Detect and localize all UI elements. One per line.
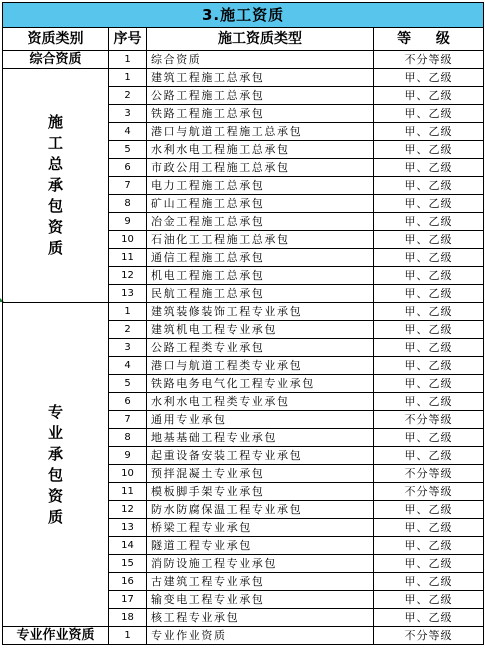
qualification-type: 民航工程施工总承包 [147,285,374,303]
qualification-type: 港口与航道工程施工总承包 [147,123,374,141]
row-number: 1 [109,303,147,321]
qualification-type: 机电工程施工总承包 [147,267,374,285]
qualification-type: 公路工程施工总承包 [147,87,374,105]
qualification-grade: 不分等级 [374,465,484,483]
row-number: 11 [109,483,147,501]
qualification-type: 港口与航道工程类专业承包 [147,357,374,375]
qualification-grade: 甲、乙级 [374,141,484,159]
row-number: 2 [109,87,147,105]
header-category: 资质类别 [3,28,109,51]
row-number: 6 [109,393,147,411]
qualification-type: 水利水电工程类专业承包 [147,393,374,411]
qualification-grade: 不分等级 [374,483,484,501]
qualification-type: 输变电工程专业承包 [147,591,374,609]
row-number: 5 [109,141,147,159]
qualification-type: 防水防腐保温工程专业承包 [147,501,374,519]
row-number: 13 [109,519,147,537]
table-body [3,51,484,645]
row-number: 16 [109,573,147,591]
table-row [3,627,484,645]
qualification-grade: 甲、乙级 [374,159,484,177]
table-row [3,69,484,87]
row-number: 18 [109,609,147,627]
row-number: 14 [109,537,147,555]
qualification-grade: 甲、乙级 [374,447,484,465]
row-number: 4 [109,123,147,141]
qualification-table [2,2,484,645]
qualification-type: 通用专业承包 [147,411,374,429]
table-title: 3.施工资质 [3,3,484,28]
qualification-type: 市政公用工程施工总承包 [147,159,374,177]
row-number: 9 [109,447,147,465]
qualification-grade: 甲、乙级 [374,537,484,555]
qualification-type: 通信工程施工总承包 [147,249,374,267]
qualification-grade: 甲、乙级 [374,231,484,249]
category-label: 专业承包资质 [48,402,64,526]
table-row [3,51,484,69]
row-number: 7 [109,411,147,429]
qualification-grade: 甲、乙级 [374,285,484,303]
qualification-grade: 甲、乙级 [374,555,484,573]
qualification-type: 消防设施工程专业承包 [147,555,374,573]
qualification-grade: 不分等级 [374,627,484,645]
qualification-grade: 甲、乙级 [374,69,484,87]
qualification-grade: 甲、乙级 [374,177,484,195]
qualification-type: 专业作业资质 [147,627,374,645]
qualification-type: 古建筑工程专业承包 [147,573,374,591]
qualification-grade: 甲、乙级 [374,357,484,375]
qualification-type: 建筑机电工程专业承包 [147,321,374,339]
qualification-grade: 甲、乙级 [374,267,484,285]
qualification-grade: 甲、乙级 [374,105,484,123]
category-cell: 专业作业资质 [3,627,109,645]
qualification-grade: 甲、乙级 [374,87,484,105]
row-number: 9 [109,213,147,231]
qualification-grade: 甲、乙级 [374,501,484,519]
qualification-type: 预拌混凝土专业承包 [147,465,374,483]
row-number: 7 [109,177,147,195]
qualification-type: 冶金工程施工总承包 [147,213,374,231]
row-number: 12 [109,501,147,519]
qualification-type: 地基基础工程专业承包 [147,429,374,447]
row-number: 8 [109,429,147,447]
row-number: 15 [109,555,147,573]
qualification-type: 电力工程施工总承包 [147,177,374,195]
category-cell: 综合资质 [3,51,109,69]
qualification-grade: 甲、乙级 [374,123,484,141]
qualification-grade: 甲、乙级 [374,339,484,357]
header-type: 施工资质类型 [147,28,374,51]
row-number: 11 [109,249,147,267]
title-row [3,3,484,28]
row-number: 3 [109,339,147,357]
qualification-grade: 甲、乙级 [374,573,484,591]
row-number: 1 [109,51,147,69]
row-number: 6 [109,159,147,177]
row-number: 8 [109,195,147,213]
qualification-grade: 甲、乙级 [374,591,484,609]
qualification-type: 铁路工程施工总承包 [147,105,374,123]
qualification-grade: 不分等级 [374,51,484,69]
qualification-grade: 甲、乙级 [374,393,484,411]
row-number: 1 [109,627,147,645]
qualification-grade: 甲、乙级 [374,429,484,447]
row-number: 4 [109,357,147,375]
qualification-type: 核工程专业承包 [147,609,374,627]
qualification-type: 铁路电务电气化工程专业承包 [147,375,374,393]
row-number: 2 [109,321,147,339]
qualification-grade: 甲、乙级 [374,195,484,213]
qualification-type: 模板脚手架专业承包 [147,483,374,501]
row-number: 1 [109,69,147,87]
row-number: 12 [109,267,147,285]
qualification-type: 建筑装修装饰工程专业承包 [147,303,374,321]
qualification-grade: 甲、乙级 [374,213,484,231]
qualification-type: 矿山工程施工总承包 [147,195,374,213]
row-number: 17 [109,591,147,609]
qualification-type: 综合资质 [147,51,374,69]
qualification-type: 公路工程类专业承包 [147,339,374,357]
category-cell [3,69,109,303]
category-cell [3,303,109,627]
qualification-type: 桥梁工程专业承包 [147,519,374,537]
qualification-grade: 不分等级 [374,411,484,429]
row-number: 10 [109,231,147,249]
row-number: 13 [109,285,147,303]
row-number: 5 [109,375,147,393]
qualification-grade: 甲、乙级 [374,303,484,321]
qualification-grade: 甲、乙级 [374,321,484,339]
qualification-grade: 甲、乙级 [374,375,484,393]
header-row [3,28,484,51]
qualification-grade: 甲、乙级 [374,249,484,267]
qualification-type: 建筑工程施工总承包 [147,69,374,87]
row-number: 10 [109,465,147,483]
qualification-type: 隧道工程专业承包 [147,537,374,555]
qualification-grade: 甲、乙级 [374,519,484,537]
qualification-type: 水利水电工程施工总承包 [147,141,374,159]
qualification-grade: 甲、乙级 [374,609,484,627]
header-grade: 等 级 [374,28,484,51]
table-row [3,303,484,321]
row-number: 3 [109,105,147,123]
qualification-type: 起重设备安装工程专业承包 [147,447,374,465]
header-number: 序号 [109,28,147,51]
category-label: 施工总承包资质 [48,113,64,257]
qualification-type: 石油化工工程施工总承包 [147,231,374,249]
